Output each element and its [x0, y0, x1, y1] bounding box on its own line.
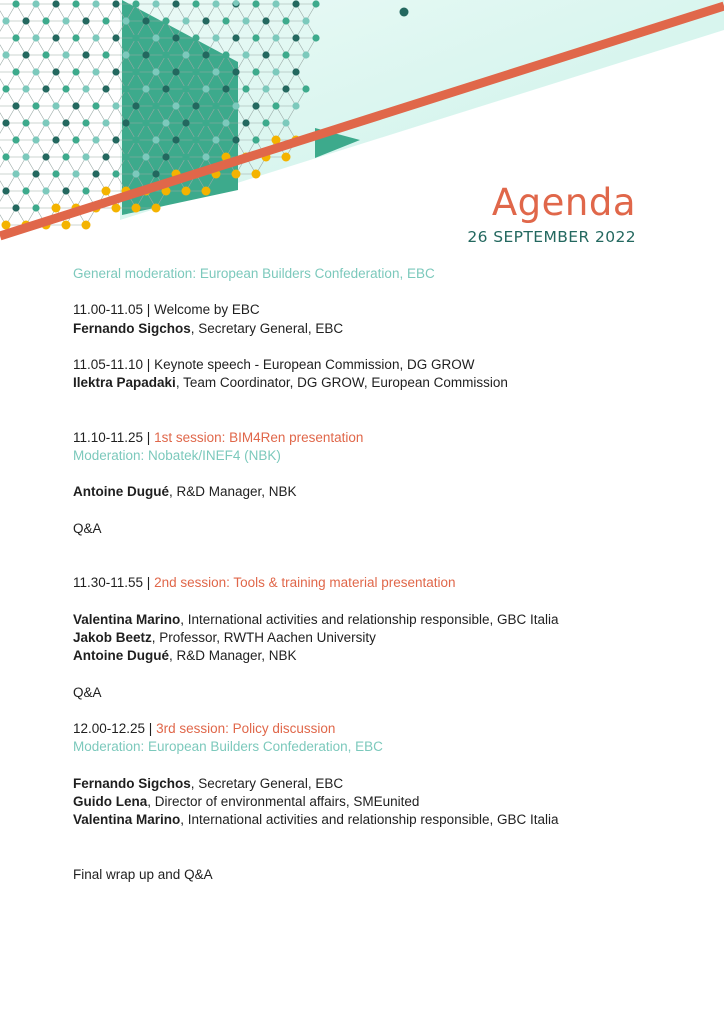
lattice-dot: [22, 187, 29, 194]
lattice-dot: [162, 119, 169, 126]
lattice-dot: [2, 51, 9, 58]
lattice-dot: [72, 102, 79, 109]
lattice-dot: [202, 153, 209, 160]
lattice-dot: [102, 153, 109, 160]
lattice-dot: [192, 0, 199, 7]
speaker-name: Valentina Marino: [73, 611, 181, 627]
lattice-dot: [172, 68, 179, 75]
lattice-dot: [262, 51, 269, 58]
lattice-dot: [182, 153, 189, 160]
lattice-dot: [242, 51, 249, 58]
lattice-dot: [52, 68, 59, 75]
session-3-moderation: Moderation: European Builders Confederation, EBC: [73, 739, 383, 755]
session-1-heading: [73, 429, 693, 447]
lattice-dot: [72, 170, 79, 177]
lattice-dot: [122, 119, 129, 126]
lattice-dot: [52, 102, 59, 109]
lattice-dot: [62, 153, 69, 160]
lattice-dot: [252, 0, 259, 7]
lattice-dot: [52, 34, 59, 41]
lattice-dot: [92, 34, 99, 41]
lattice-dot: [42, 51, 49, 58]
speaker-role: , Team Coordinator, DG GROW, European Commission: [175, 375, 508, 391]
lattice-dot: [182, 17, 189, 24]
lattice-dot: [42, 153, 49, 160]
speaker-role: , Secretary General, EBC: [190, 320, 344, 336]
speaker-role: , Professor, RWTH Aachen University: [151, 629, 376, 645]
speaker-line: [73, 811, 693, 829]
lattice-dot: [192, 34, 199, 41]
lattice-dot: [282, 17, 289, 24]
speaker-line: [73, 647, 693, 665]
lattice-dot: [62, 221, 71, 230]
lattice-dot: [152, 136, 159, 143]
lattice-dot: [32, 170, 39, 177]
lattice-dot: [62, 17, 69, 24]
lattice-dot: [12, 68, 19, 75]
lattice-dot: [102, 51, 109, 58]
lattice-dot: [92, 0, 99, 7]
lattice-dot: [12, 170, 19, 177]
lattice-dot: [102, 187, 111, 196]
speaker-line: [73, 611, 693, 629]
session-time: 11.10-11.25 |: [73, 429, 155, 445]
lattice-dot: [142, 85, 149, 92]
session-title: 2nd session: Tools & training material presentation: [154, 575, 456, 591]
lattice-dot: [32, 102, 39, 109]
lattice-dot: [252, 136, 259, 143]
lattice-dot: [212, 136, 219, 143]
lattice-dot: [252, 34, 259, 41]
lattice-dot: [202, 17, 209, 24]
lattice-dot: [242, 17, 249, 24]
lattice-dot: [172, 0, 179, 7]
lattice-dot: [62, 119, 69, 126]
session-title: 1st session: BIM4Ren presentation: [154, 429, 364, 445]
lattice-dot: [102, 85, 109, 92]
lattice-dot: [122, 17, 129, 24]
speaker-line: [73, 320, 693, 338]
lattice-dot: [152, 68, 159, 75]
lattice-dot: [12, 102, 19, 109]
speaker-role: , R&D Manager, NBK: [169, 648, 297, 664]
lattice-dot: [232, 68, 239, 75]
lattice-dot: [132, 0, 139, 7]
lattice-dot: [202, 51, 209, 58]
lattice-dot: [112, 34, 119, 41]
lattice-dot: [152, 204, 161, 213]
title-block: [467, 183, 636, 246]
lattice-dot: [122, 51, 129, 58]
agenda-item-welcome: 11.00-11.05 | Welcome by EBC: [73, 302, 260, 318]
lattice-dot: [302, 51, 309, 58]
lattice-dot: [82, 153, 89, 160]
lattice-dot: [112, 0, 119, 7]
lattice-dot: [252, 170, 261, 179]
lattice-dot: [202, 187, 211, 196]
lattice-dot: [22, 17, 29, 24]
lattice-dot: [42, 119, 49, 126]
lattice-dot: [82, 119, 89, 126]
page-title: Agenda: [491, 181, 636, 224]
lattice-dot: [112, 170, 119, 177]
speaker-name: Guido Lena: [73, 793, 148, 809]
lattice-dot: [192, 68, 199, 75]
lattice-dot: [62, 51, 69, 58]
lattice-dot: [262, 85, 269, 92]
lattice-dot: [2, 85, 9, 92]
accent-dot: [400, 8, 409, 17]
lattice-dot: [312, 34, 319, 41]
speaker-line: [73, 629, 693, 647]
event-date: 26 SEPTEMBER 2022: [467, 228, 636, 246]
lattice-dot: [272, 34, 279, 41]
lattice-dot: [102, 17, 109, 24]
lattice-dot: [2, 153, 9, 160]
lattice-dot: [292, 34, 299, 41]
lattice-dot: [12, 34, 19, 41]
lattice-dot: [42, 85, 49, 92]
lattice-dot: [22, 153, 29, 160]
lattice-dot: [72, 68, 79, 75]
lattice-dot: [212, 68, 219, 75]
lattice-dot: [232, 136, 239, 143]
speaker-role: , International activities and relationship responsible, GBC Italia: [180, 611, 559, 627]
lattice-dot: [312, 0, 319, 7]
lattice-dot: [82, 187, 89, 194]
lattice-dot: [302, 17, 309, 24]
lattice-dot: [82, 17, 89, 24]
lattice-dot: [42, 187, 49, 194]
lattice-dot: [232, 34, 239, 41]
lattice-dot: [142, 51, 149, 58]
session-title: 3rd session: Policy discussion: [156, 720, 336, 736]
lattice-dot: [142, 153, 149, 160]
speaker-name: Antoine Dugué: [73, 648, 169, 664]
lattice-dot: [52, 204, 61, 213]
lattice-dot: [272, 102, 279, 109]
lattice-dot: [212, 0, 219, 7]
lattice-dot: [82, 51, 89, 58]
speaker-name: Antoine Dugué: [73, 484, 169, 500]
lattice-dot: [182, 187, 191, 196]
lattice-dot: [142, 119, 149, 126]
lattice-dot: [212, 34, 219, 41]
lattice-dot: [32, 0, 39, 7]
lattice-dot: [82, 85, 89, 92]
lattice-dot: [52, 136, 59, 143]
speaker-line: [73, 775, 693, 793]
lattice-dot: [182, 119, 189, 126]
lattice-dot: [152, 0, 159, 7]
lattice-dot: [72, 34, 79, 41]
lattice-dot: [152, 34, 159, 41]
lattice-dot: [152, 170, 159, 177]
lattice-dot: [302, 85, 309, 92]
general-moderation: General moderation: European Builders Confederation, EBC: [73, 266, 435, 281]
session-2-qa: Q&A: [73, 684, 102, 700]
agenda-item-keynote: 11.05-11.10 | Keynote speech - European Commission, DG GROW: [73, 356, 475, 372]
lattice-dot: [122, 153, 129, 160]
session-2-heading: [73, 574, 693, 592]
lattice-dot: [52, 0, 59, 7]
session-time: 11.30-11.55 |: [73, 575, 155, 591]
speaker-line: [73, 374, 693, 392]
lattice-dot: [242, 85, 249, 92]
speaker-name: Fernando Sigchos: [73, 775, 191, 791]
lattice-dot: [272, 68, 279, 75]
lattice-dot: [222, 51, 229, 58]
lattice-dot: [112, 68, 119, 75]
lattice-dot: [132, 204, 141, 213]
lattice-dot: [62, 187, 69, 194]
lattice-dot: [2, 187, 9, 194]
lattice-dot: [232, 170, 241, 179]
lattice-dot: [282, 85, 289, 92]
lattice-dot: [22, 51, 29, 58]
lattice-dot: [182, 85, 189, 92]
session-3-heading: [73, 720, 693, 738]
lattice-dot: [222, 119, 229, 126]
lattice-dot: [172, 102, 179, 109]
lattice-dot: [112, 136, 119, 143]
lattice-dot: [192, 102, 199, 109]
lattice-dot: [62, 85, 69, 92]
lattice-dot: [2, 221, 11, 230]
agenda-content: [73, 265, 693, 884]
lattice-dot: [92, 102, 99, 109]
lattice-dot: [22, 85, 29, 92]
lattice-dot: [212, 102, 219, 109]
lattice-dot: [12, 204, 19, 211]
lattice-dot: [72, 0, 79, 7]
lattice-dot: [172, 34, 179, 41]
lattice-dot: [72, 136, 79, 143]
lattice-dot: [282, 119, 289, 126]
lattice-dot: [252, 68, 259, 75]
lattice-dot: [22, 119, 29, 126]
lattice-dot: [222, 17, 229, 24]
speaker-line: [73, 793, 693, 811]
lattice-dot: [92, 170, 99, 177]
speaker-role: , International activities and relationship responsible, GBC Italia: [180, 811, 559, 827]
lattice-dot: [192, 136, 199, 143]
lattice-dot: [132, 68, 139, 75]
lattice-dot: [162, 17, 169, 24]
lattice-dot: [2, 119, 9, 126]
lattice-dot: [12, 0, 19, 7]
session-time: 12.00-12.25 |: [73, 720, 157, 736]
lattice-dot: [282, 153, 291, 162]
lattice-dot: [112, 102, 119, 109]
lattice-dot: [2, 17, 9, 24]
speaker-role: , Director of environmental affairs, SMEunited: [147, 793, 420, 809]
closing-item: Final wrap up and Q&A: [73, 866, 213, 882]
speaker-role: , Secretary General, EBC: [190, 775, 344, 791]
lattice-dot: [32, 34, 39, 41]
lattice-dot: [182, 51, 189, 58]
lattice-dot: [292, 68, 299, 75]
lattice-dot: [202, 119, 209, 126]
lattice-dot: [32, 68, 39, 75]
lattice-dot: [82, 221, 91, 230]
lattice-dot: [262, 119, 269, 126]
lattice-dot: [52, 170, 59, 177]
speaker-role: , R&D Manager, NBK: [169, 484, 297, 500]
lattice-dot: [92, 68, 99, 75]
lattice-dot: [202, 85, 209, 92]
lattice-dot: [252, 102, 259, 109]
session-1-qa: Q&A: [73, 520, 102, 536]
lattice-dot: [102, 119, 109, 126]
lattice-dot: [172, 136, 179, 143]
lattice-dot: [162, 85, 169, 92]
lattice-dot: [272, 0, 279, 7]
lattice-dot: [242, 119, 249, 126]
lattice-dot: [232, 102, 239, 109]
lattice-dot: [42, 17, 49, 24]
lattice-dot: [32, 136, 39, 143]
lattice-dot: [262, 17, 269, 24]
lattice-dot: [282, 51, 289, 58]
speaker-name: Valentina Marino: [73, 811, 181, 827]
lattice-dot: [292, 0, 299, 7]
lattice-dot: [162, 153, 169, 160]
lattice-dot: [222, 85, 229, 92]
lattice-dot: [12, 136, 19, 143]
lattice-dot: [132, 136, 139, 143]
lattice-dot: [32, 204, 39, 211]
lattice-dot: [122, 85, 129, 92]
lattice-dot: [142, 17, 149, 24]
accent-dot-small: [233, 0, 239, 6]
lattice-dot: [132, 170, 139, 177]
lattice-dot: [132, 102, 139, 109]
speaker-line: [73, 483, 693, 501]
lattice-dot: [162, 51, 169, 58]
session-1-moderation: Moderation: Nobatek/INEF4 (NBK): [73, 447, 281, 463]
lattice-dot: [132, 34, 139, 41]
lattice-dot: [92, 136, 99, 143]
lattice-dot: [152, 102, 159, 109]
speaker-name: Jakob Beetz: [73, 629, 152, 645]
lattice-dot: [292, 102, 299, 109]
speaker-name: Fernando Sigchos: [73, 320, 191, 336]
speaker-name: Ilektra Papadaki: [73, 375, 176, 391]
